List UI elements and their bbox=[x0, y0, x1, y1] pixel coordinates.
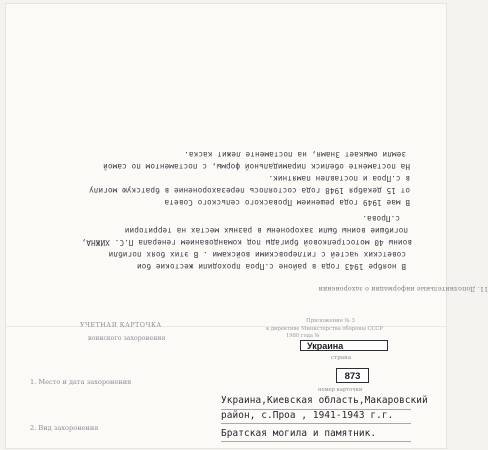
card-number-label: номер карточки bbox=[318, 387, 363, 393]
typed-line: В ноябре 1943 года в районе с.Проа проходили жестокие бои bbox=[136, 262, 406, 271]
field-burial-type-underline bbox=[221, 441, 411, 442]
typed-line: воины 40 мотострелковой бригады под командованием генерала П.С. ХИЖНА, bbox=[81, 238, 412, 247]
typed-line: от 15 декабря 1948 года состоялось перезахоронение в братскую могилу bbox=[88, 186, 410, 195]
field-place-date-value-line2: район, с.Проа , 1941-1943 г.г. bbox=[221, 410, 394, 421]
country-value: Украина bbox=[307, 341, 344, 351]
typed-line: погибшие воины были захоронены в разных местах на территории bbox=[124, 226, 408, 235]
ministry-directive: к директиве Министерства обороны СССР bbox=[266, 326, 383, 332]
typed-line: На постаменте обелиск пирамидальной формы, с постаментом по самой bbox=[103, 162, 410, 171]
card-subtitle: воинского захоронения bbox=[88, 335, 166, 342]
field-burial-type-label: 2. Вид захоронения bbox=[30, 424, 99, 432]
field-burial-type-value: Братская могила и памятник. bbox=[221, 428, 377, 439]
field-place-date-underline-2 bbox=[221, 423, 411, 424]
typed-line: с.Прова. bbox=[362, 214, 400, 223]
appendix-stamp: Приложение № 3 bbox=[306, 318, 355, 324]
additional-info-heading: 11. Дополнительные информации о захоронении bbox=[318, 285, 488, 292]
typed-line: земли омыкает Знамя, на постаменте лежит каска. bbox=[184, 150, 406, 159]
field-place-date-label: 1. Место и дата захоронения bbox=[30, 378, 132, 386]
typed-line: советских частей с гитлеровскими войсками . В этих боях погибли bbox=[108, 250, 406, 259]
card-title: УЧЕТНАЯ КАРТОЧКА bbox=[80, 322, 162, 329]
country-label: страна bbox=[331, 355, 352, 361]
card-number-value: 873 bbox=[344, 371, 361, 382]
typed-line: в с.Проа и поставлен памятник. bbox=[268, 174, 410, 183]
directive-year: 1980 года № bbox=[286, 333, 320, 339]
country-box bbox=[300, 340, 388, 351]
card-number-box bbox=[336, 368, 369, 383]
field-place-date-value-line1: Украина,Киевская область,Макаровский bbox=[221, 395, 428, 406]
typed-line: В мае 1949 года решением Проваского сельского Совета bbox=[164, 198, 410, 207]
